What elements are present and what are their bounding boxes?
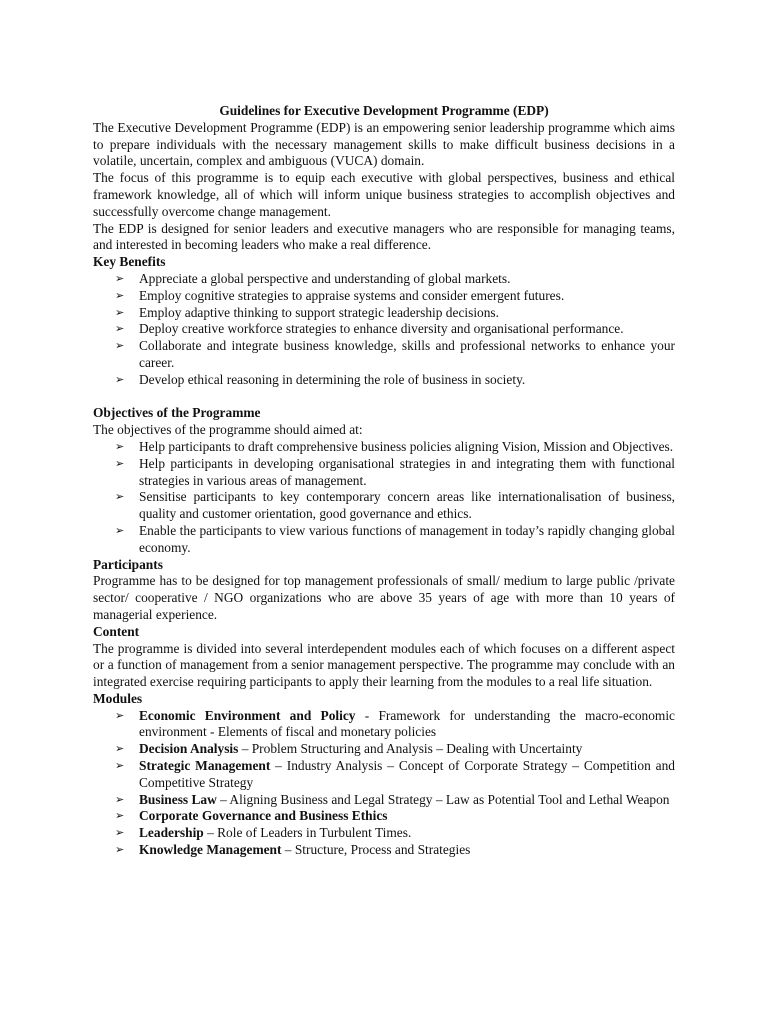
module-description: – Problem Structuring and Analysis – Dealing with Uncertainty [238, 741, 583, 757]
arrow-bullet-icon: ➢ [115, 809, 125, 823]
list-item [93, 758, 675, 792]
arrow-bullet-icon: ➢ [115, 843, 125, 857]
list-item [93, 321, 675, 338]
intro-paragraph-1: The Executive Development Programme (EDP) is an empowering senior leadership programme which aims to prepare individuals with the necessary management skills to make difficult business decisions in a volatile, uncertain, complex and ambiguous (VUCA) domain. [93, 119, 675, 169]
arrow-bullet-icon: ➢ [115, 708, 125, 722]
list-item [93, 825, 675, 842]
module-name: Leadership [139, 825, 204, 841]
list-item-text: Enable the participants to view various functions of management in today’s rapidly changing global economy. [139, 522, 675, 555]
module-name: Economic Environment and Policy [139, 707, 356, 723]
participants-heading: Participants [93, 556, 163, 572]
list-item-text: Appreciate a global perspective and understanding of global markets. [139, 270, 511, 286]
list-item-text: Deploy creative workforce strategies to enhance diversity and organisational performance. [139, 321, 624, 337]
list-item [93, 523, 675, 557]
module-name: Decision Analysis [139, 741, 239, 757]
section-spacer [93, 389, 675, 406]
arrow-bullet-icon: ➢ [115, 288, 125, 302]
list-item [93, 372, 675, 389]
module-name: Business Law [139, 791, 217, 807]
arrow-bullet-icon: ➢ [115, 742, 125, 756]
list-item-text: Help participants to draft comprehensive business policies aligning Vision, Mission and Objectives. [139, 438, 674, 454]
module-name: Strategic Management [139, 758, 271, 774]
arrow-bullet-icon: ➢ [115, 490, 125, 504]
arrow-bullet-icon: ➢ [115, 339, 125, 353]
list-item [93, 792, 675, 809]
modules-list [93, 708, 675, 859]
objectives-list [93, 439, 675, 557]
content-heading: Content [93, 623, 140, 639]
module-description: – Aligning Business and Legal Strategy – Law as Potential Tool and Lethal Weapon [216, 791, 670, 807]
list-item [93, 808, 675, 825]
intro-paragraph-2: The focus of this programme is to equip each executive with global perspectives, business and ethical framework knowledge, all of which will inform unique business strategies to accomplish objectives and successfully overcome change management. [93, 170, 675, 219]
arrow-bullet-icon: ➢ [115, 826, 125, 840]
arrow-bullet-icon: ➢ [115, 456, 125, 470]
list-item [93, 741, 675, 758]
list-item-text: Employ adaptive thinking to support strategic leadership decisions. [139, 304, 499, 320]
arrow-bullet-icon: ➢ [115, 322, 125, 336]
arrow-bullet-icon: ➢ [115, 792, 125, 806]
key-benefits-heading: Key Benefits [93, 254, 166, 270]
intro-paragraph-3: The EDP is designed for senior leaders and executive managers who are responsible for managing teams, and interested in becoming leaders who make a real difference. [93, 220, 675, 253]
arrow-bullet-icon: ➢ [115, 523, 125, 537]
module-description: – Structure, Process and Strategies [281, 842, 471, 858]
module-description: – Role of Leaders in Turbulent Times. [203, 825, 412, 841]
list-item [93, 338, 675, 372]
document-page [93, 103, 675, 859]
arrow-bullet-icon: ➢ [115, 759, 125, 773]
objectives-lead: The objectives of the programme should aimed at: [93, 422, 363, 438]
list-item [93, 456, 675, 490]
module-description: – Industry Analysis – Concept of Corporate Strategy – Competition and Competitive Strategy [139, 758, 676, 790]
arrow-bullet-icon: ➢ [115, 271, 125, 285]
objectives-heading: Objectives of the Programme [93, 405, 261, 421]
arrow-bullet-icon: ➢ [115, 372, 125, 386]
list-item [93, 271, 675, 288]
list-item [93, 439, 675, 456]
list-item [93, 305, 675, 322]
module-name: Corporate Governance and Business Ethics [139, 808, 388, 824]
list-item-text: Collaborate and integrate business knowledge, skills and professional networks to enhance your career. [139, 338, 675, 370]
module-description: - Framework for understanding the macro-economic environment - Elements of fiscal and monetary policies [139, 707, 675, 740]
list-item [93, 288, 675, 305]
module-name: Knowledge Management [139, 842, 282, 858]
list-item [93, 842, 675, 859]
content-text: The programme is divided into several interdependent modules each of which focuses on a different aspect or a function of management from a senior management perspective. The programme may conclude with an integrated exercise requiring participants to apply their learning from the modules to a real life situation. [93, 640, 675, 690]
participants-text: Programme has to be designed for top management professionals of small/ medium to large public /private sector/ cooperative / NGO organizations who are above 35 years of age with more than 10 years of managerial experience. [93, 573, 675, 622]
list-item [93, 489, 675, 523]
modules-heading: Modules [93, 690, 143, 706]
key-benefits-list [93, 271, 675, 389]
list-item-text: Sensitise participants to key contemporary concern areas like internationalisation of business, quality and customer orientation, good governance and ethics. [139, 489, 675, 522]
list-item-text: Develop ethical reasoning in determining the role of business in society. [139, 371, 526, 387]
arrow-bullet-icon: ➢ [115, 439, 125, 453]
list-item-text: Employ cognitive strategies to appraise systems and consider emergent futures. [139, 287, 565, 303]
list-item-text: Help participants in developing organisational strategies in and integrating them with functional strategies in various areas of management. [139, 455, 675, 488]
document-title: Guidelines for Executive Development Programme (EDP) [219, 103, 549, 118]
list-item [93, 708, 675, 742]
arrow-bullet-icon: ➢ [115, 305, 125, 319]
